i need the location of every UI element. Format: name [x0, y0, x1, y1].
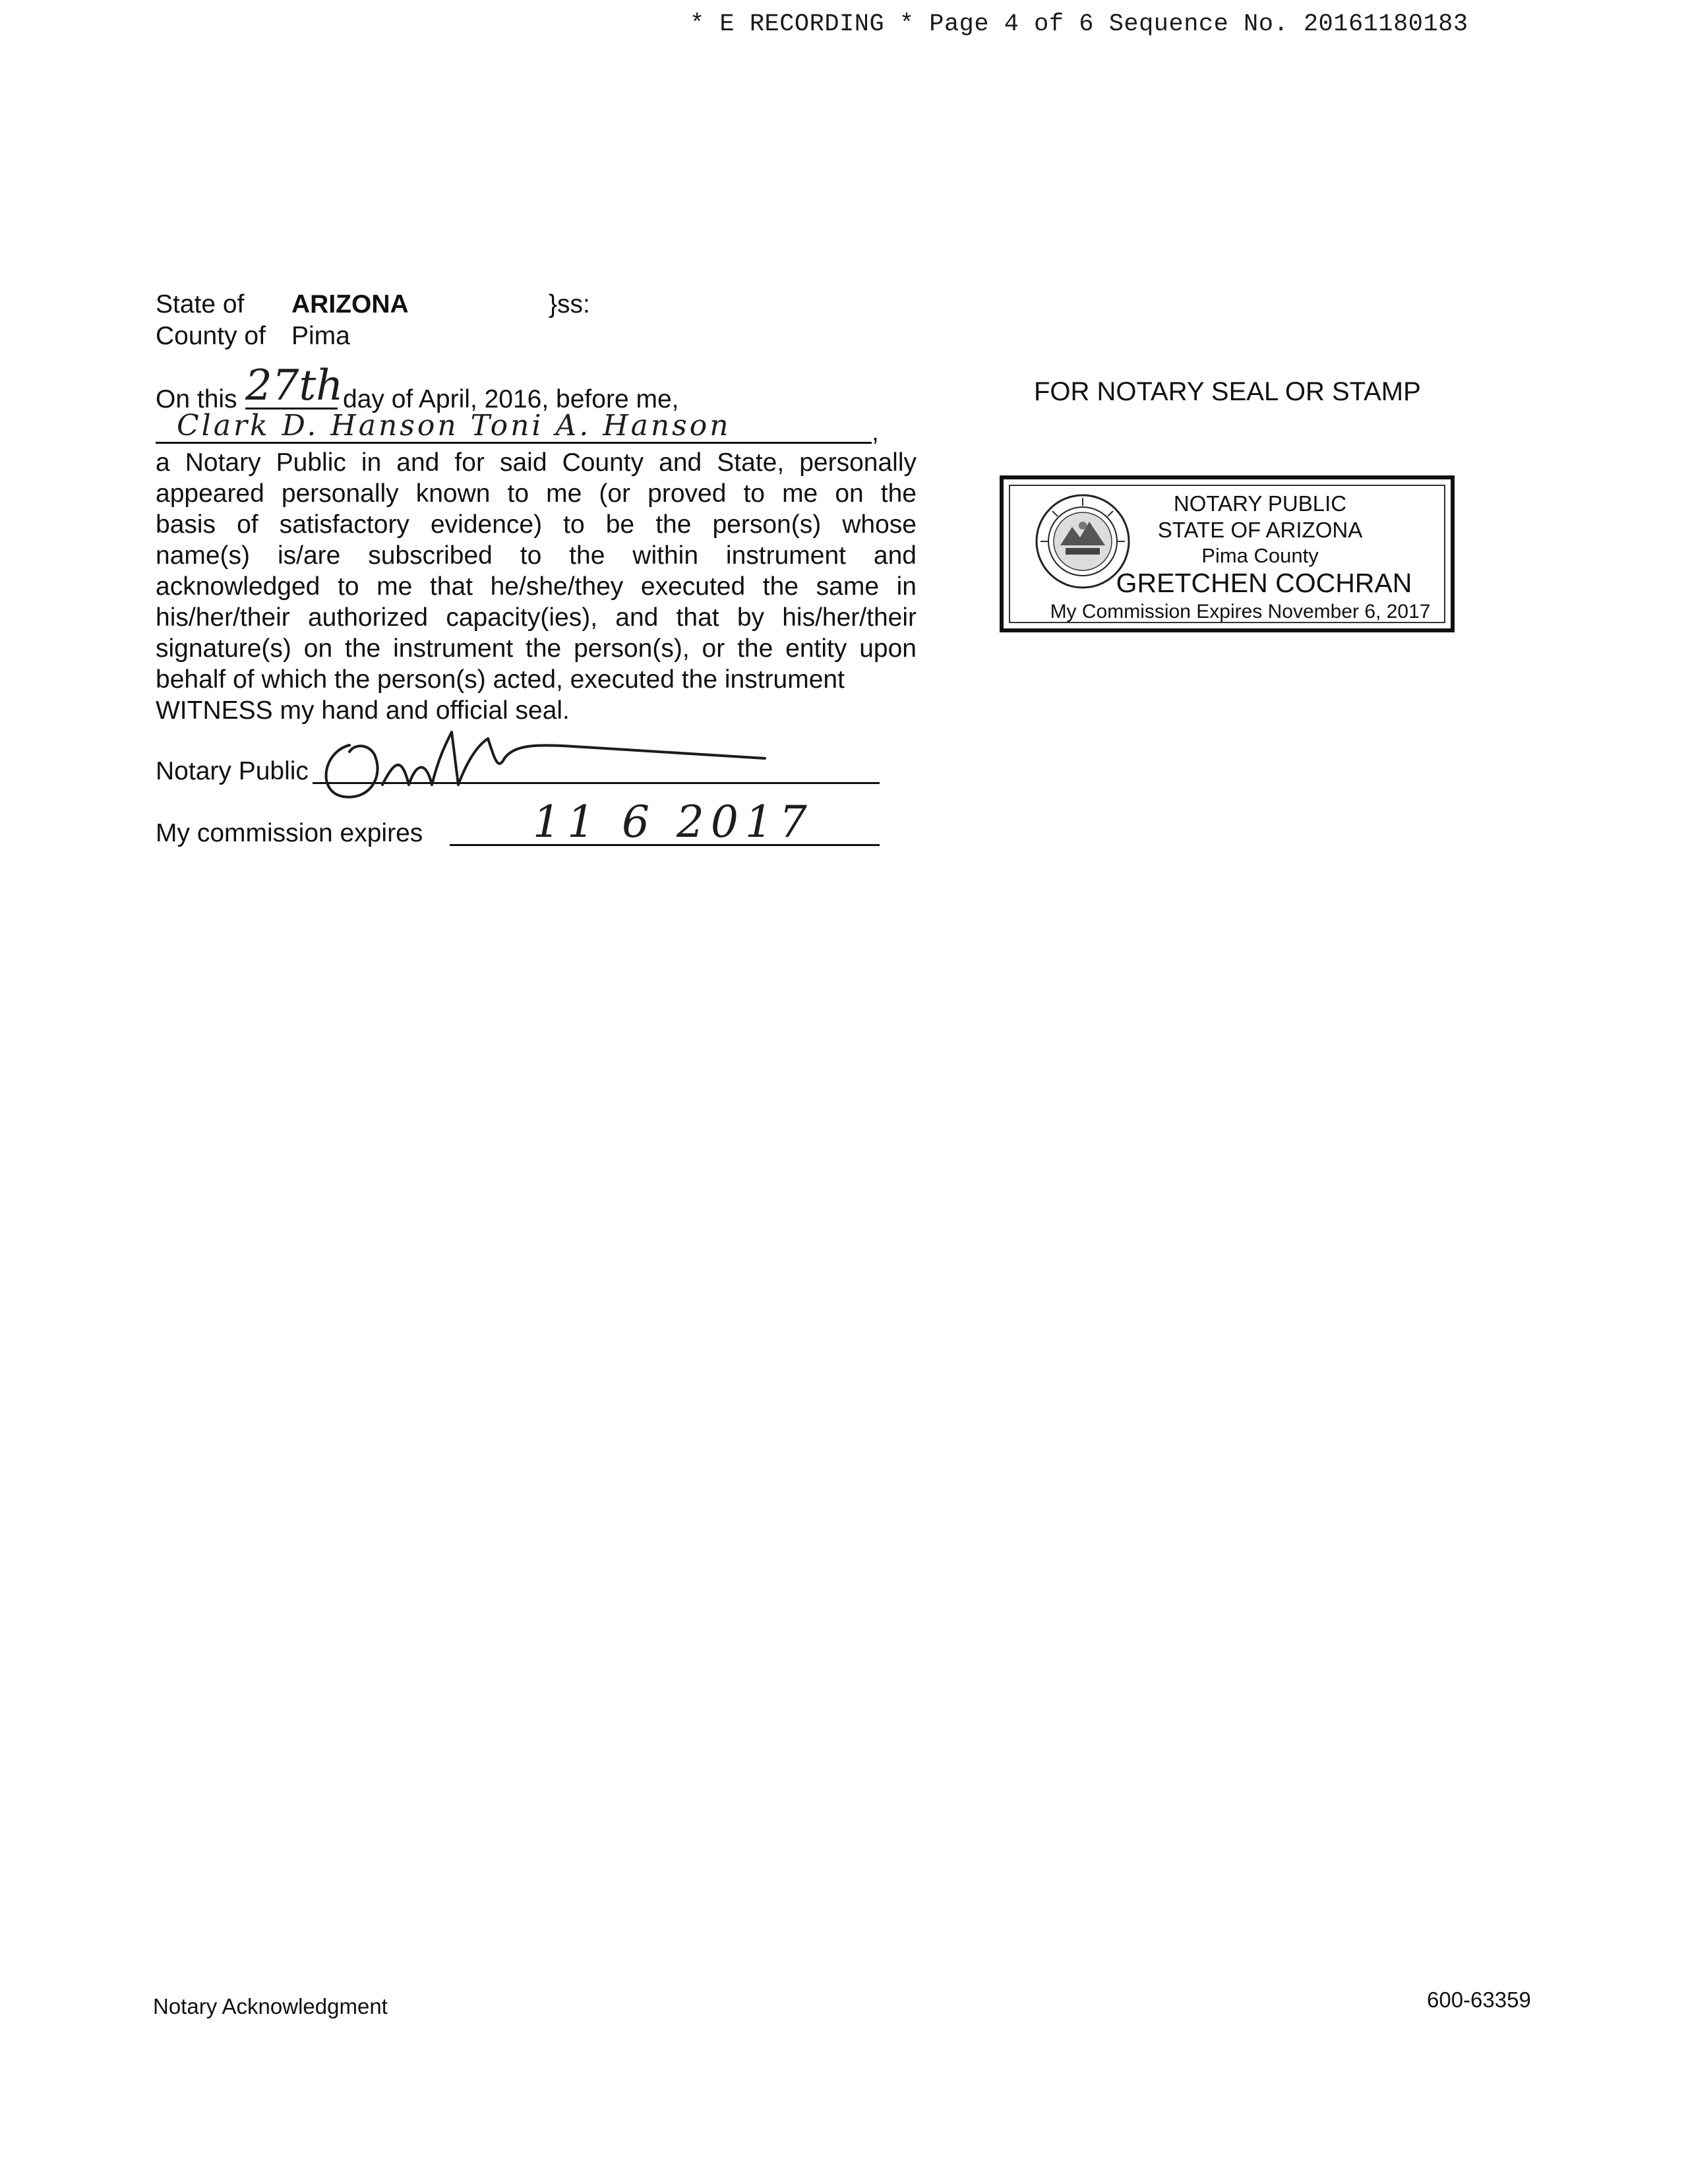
- ack-line: appeared personally known to me (or proved to me on the: [156, 479, 917, 508]
- ack-line: WITNESS my hand and official seal.: [156, 696, 570, 725]
- recording-header: * E RECORDING * Page 4 of 6 Sequence No. 20161180183: [690, 11, 1468, 38]
- stamp-commission-expires: My Commission Expires November 6, 2017: [1050, 601, 1431, 622]
- footer-form-title: Notary Acknowledgment: [153, 1994, 388, 2018]
- notary-stamp: [1000, 475, 1455, 632]
- ack-line: acknowledged to me that he/she/they executed the same in: [156, 572, 917, 601]
- on-this-label: On this: [156, 385, 237, 413]
- stamp-state: STATE OF ARIZONA: [1157, 518, 1363, 542]
- names-handwritten: Clark D. Hanson Toni A. Hanson: [177, 409, 731, 442]
- county-value: Pima: [291, 322, 350, 350]
- notary-signature-graphic: [310, 719, 771, 804]
- names-underline: [156, 442, 872, 444]
- names-comma: ,: [872, 418, 879, 446]
- commission-handwritten: 11 6 2017: [533, 797, 814, 847]
- day-handwritten: 27th: [245, 361, 344, 410]
- stamp-notary-name: GRETCHEN COCHRAN: [1116, 568, 1412, 598]
- ack-line: name(s) is/are subscribed to the within instrument and: [156, 541, 917, 570]
- state-value: ARIZONA: [291, 290, 409, 318]
- ack-line: basis of satisfactory evidence) to be the person(s) whose: [156, 510, 917, 539]
- ack-line: his/her/their authorized capacity(ies), and that by his/her/their: [156, 603, 917, 632]
- commission-expires-label: My commission expires: [156, 819, 423, 847]
- state-label: State of: [156, 290, 245, 318]
- county-label: County of: [156, 322, 266, 350]
- ss-mark: }ss:: [549, 290, 590, 318]
- footer-form-number: 600-63359: [1427, 1987, 1531, 2012]
- ack-line: signature(s) on the instrument the person(s), or the entity upon: [156, 634, 917, 663]
- ack-line: behalf of which the person(s) acted, executed the instrument: [156, 665, 845, 694]
- acknowledgment-paragraph: [156, 447, 917, 726]
- stamp-county: Pima County: [1201, 544, 1319, 567]
- day-rest: day of April, 2016, before me,: [343, 385, 679, 413]
- stamp-notary-public: NOTARY PUBLIC: [1173, 491, 1347, 516]
- seal-area-title: FOR NOTARY SEAL OR STAMP: [1034, 377, 1421, 406]
- ack-line: a Notary Public in and for said County and State, personally: [156, 448, 917, 477]
- notary-public-label: Notary Public: [156, 757, 309, 785]
